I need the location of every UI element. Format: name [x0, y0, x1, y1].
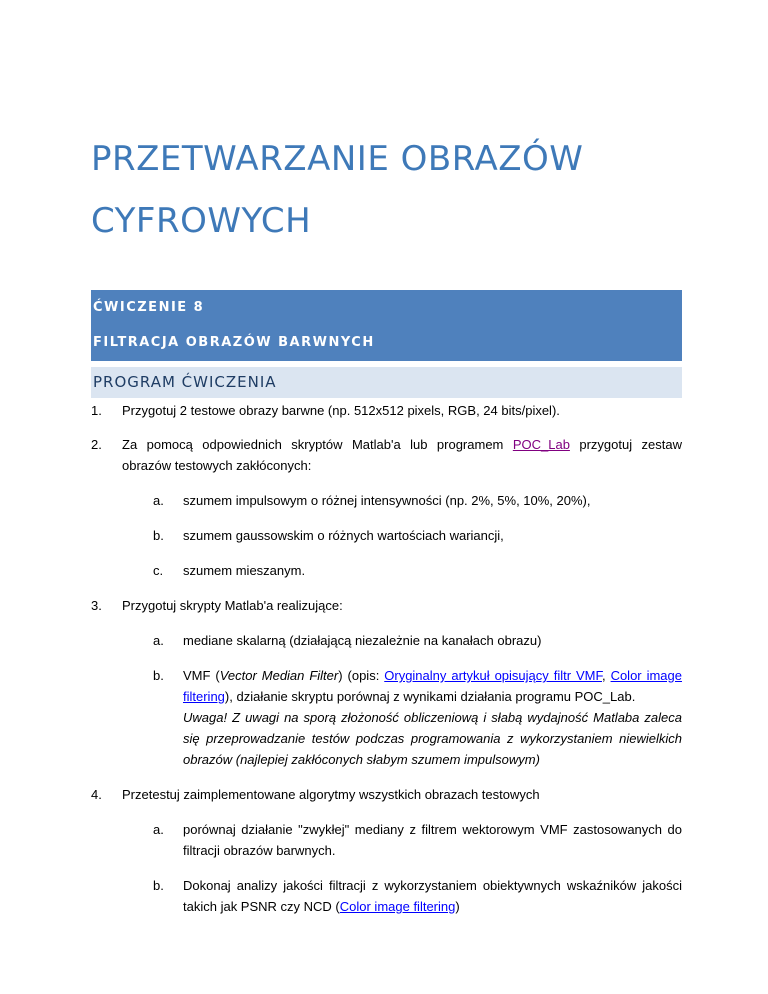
list-text: Przetestuj zaimplementowane algorytmy wszystkich obrazach testowych: [122, 787, 540, 802]
list-number: 4.: [91, 787, 102, 802]
title-line-2: CYFROWYCH: [91, 201, 312, 241]
list-text-part: Za pomocą odpowiednich skryptów Matlab'a lub programem: [122, 437, 513, 452]
vmf-article-link[interactable]: Oryginalny artykuł opisujący filtr VMF: [384, 668, 602, 683]
exercise-program-list: [91, 400, 682, 917]
section-heading: PROGRAM ĆWICZENIA: [91, 367, 682, 398]
list-text-part: Dokonaj analizy jakości filtracji z wykorzystaniem obiektywnych wskaźników jakości takich jak PSNR czy NCD (: [183, 878, 682, 914]
list-item-1: [91, 400, 682, 421]
list-item-2: [91, 434, 682, 476]
list-text: Przygotuj skrypty Matlab'a realizujące:: [122, 598, 343, 613]
list-text-part: ), działanie skryptu porównaj z wynikami działania programu POC_Lab.: [224, 689, 636, 704]
list-text-italic: Vector Median Filter: [219, 668, 339, 683]
list-number: 3.: [91, 598, 102, 613]
list-text: szumem impulsowym o różnej intensywności (np. 2%, 5%, 10%, 20%),: [183, 493, 591, 508]
list-text: Przygotuj 2 testowe obrazy barwne (np. 512x512 pixels, RGB, 24 bits/pixel).: [122, 403, 560, 418]
list-item-4: [91, 784, 682, 805]
list-item-3: [91, 595, 682, 616]
list-item-3a: [91, 630, 682, 651]
list-text-part: przygotuj zestaw obrazów testowych zakłóconych:: [122, 437, 683, 473]
list-item-4b: [91, 875, 682, 917]
list-item-2a: [91, 490, 682, 511]
list-item-2b: [91, 525, 682, 546]
warning-note: Uwaga! Z uwagi na sporą złożoność obliczeniową i słabą wydajność Matlaba zaleca się przeprowadzanie testów podczas programowania z wykorzystaniem niewielkich obrazów (najlepiej zakłóconych słabym szumem impulsowym): [183, 710, 682, 767]
list-text: [122, 434, 682, 476]
list-letter: b.: [153, 668, 164, 683]
exercise-topic-band: FILTRACJA OBRAZÓW BARWNYCH: [91, 325, 682, 361]
list-item-3b: [91, 665, 682, 770]
list-text-part: ) (opis:: [338, 668, 385, 683]
list-letter: a.: [153, 633, 164, 648]
document-title: [91, 128, 711, 252]
list-text: [183, 665, 682, 707]
list-text: porównaj działanie "zwykłej" mediany z filtrem wektorowym VMF zastosowanych do filtracji obrazów barwnych.: [183, 822, 682, 858]
title-line-1: PRZETWARZANIE OBRAZÓW: [91, 139, 584, 179]
list-text-part: ): [455, 899, 460, 914]
list-letter: c.: [153, 563, 164, 578]
list-letter: b.: [153, 528, 164, 543]
list-text: mediane skalarną (działającą niezależnie na kanałach obrazu): [183, 633, 542, 648]
poc-lab-link[interactable]: POC_Lab: [512, 437, 570, 452]
list-letter: b.: [153, 878, 164, 893]
list-item-2c: [91, 560, 682, 581]
list-text-part: VMF (: [183, 668, 220, 683]
list-text: szumem mieszanym.: [183, 563, 306, 578]
list-number: 1.: [91, 403, 102, 418]
list-text: szumem gaussowskim o różnych wartościach wariancji,: [183, 528, 504, 543]
list-letter: a.: [153, 493, 164, 508]
list-text: [183, 875, 682, 917]
list-number: 2.: [91, 437, 102, 452]
color-image-filtering-link-2[interactable]: Color image filtering: [339, 899, 456, 914]
list-text-part: ,: [602, 668, 611, 683]
list-item-4a: [91, 819, 682, 861]
exercise-number-band: ĆWICZENIE 8: [91, 290, 682, 326]
list-letter: a.: [153, 822, 164, 837]
color-image-filtering-link[interactable]: Color image filtering: [183, 668, 682, 704]
